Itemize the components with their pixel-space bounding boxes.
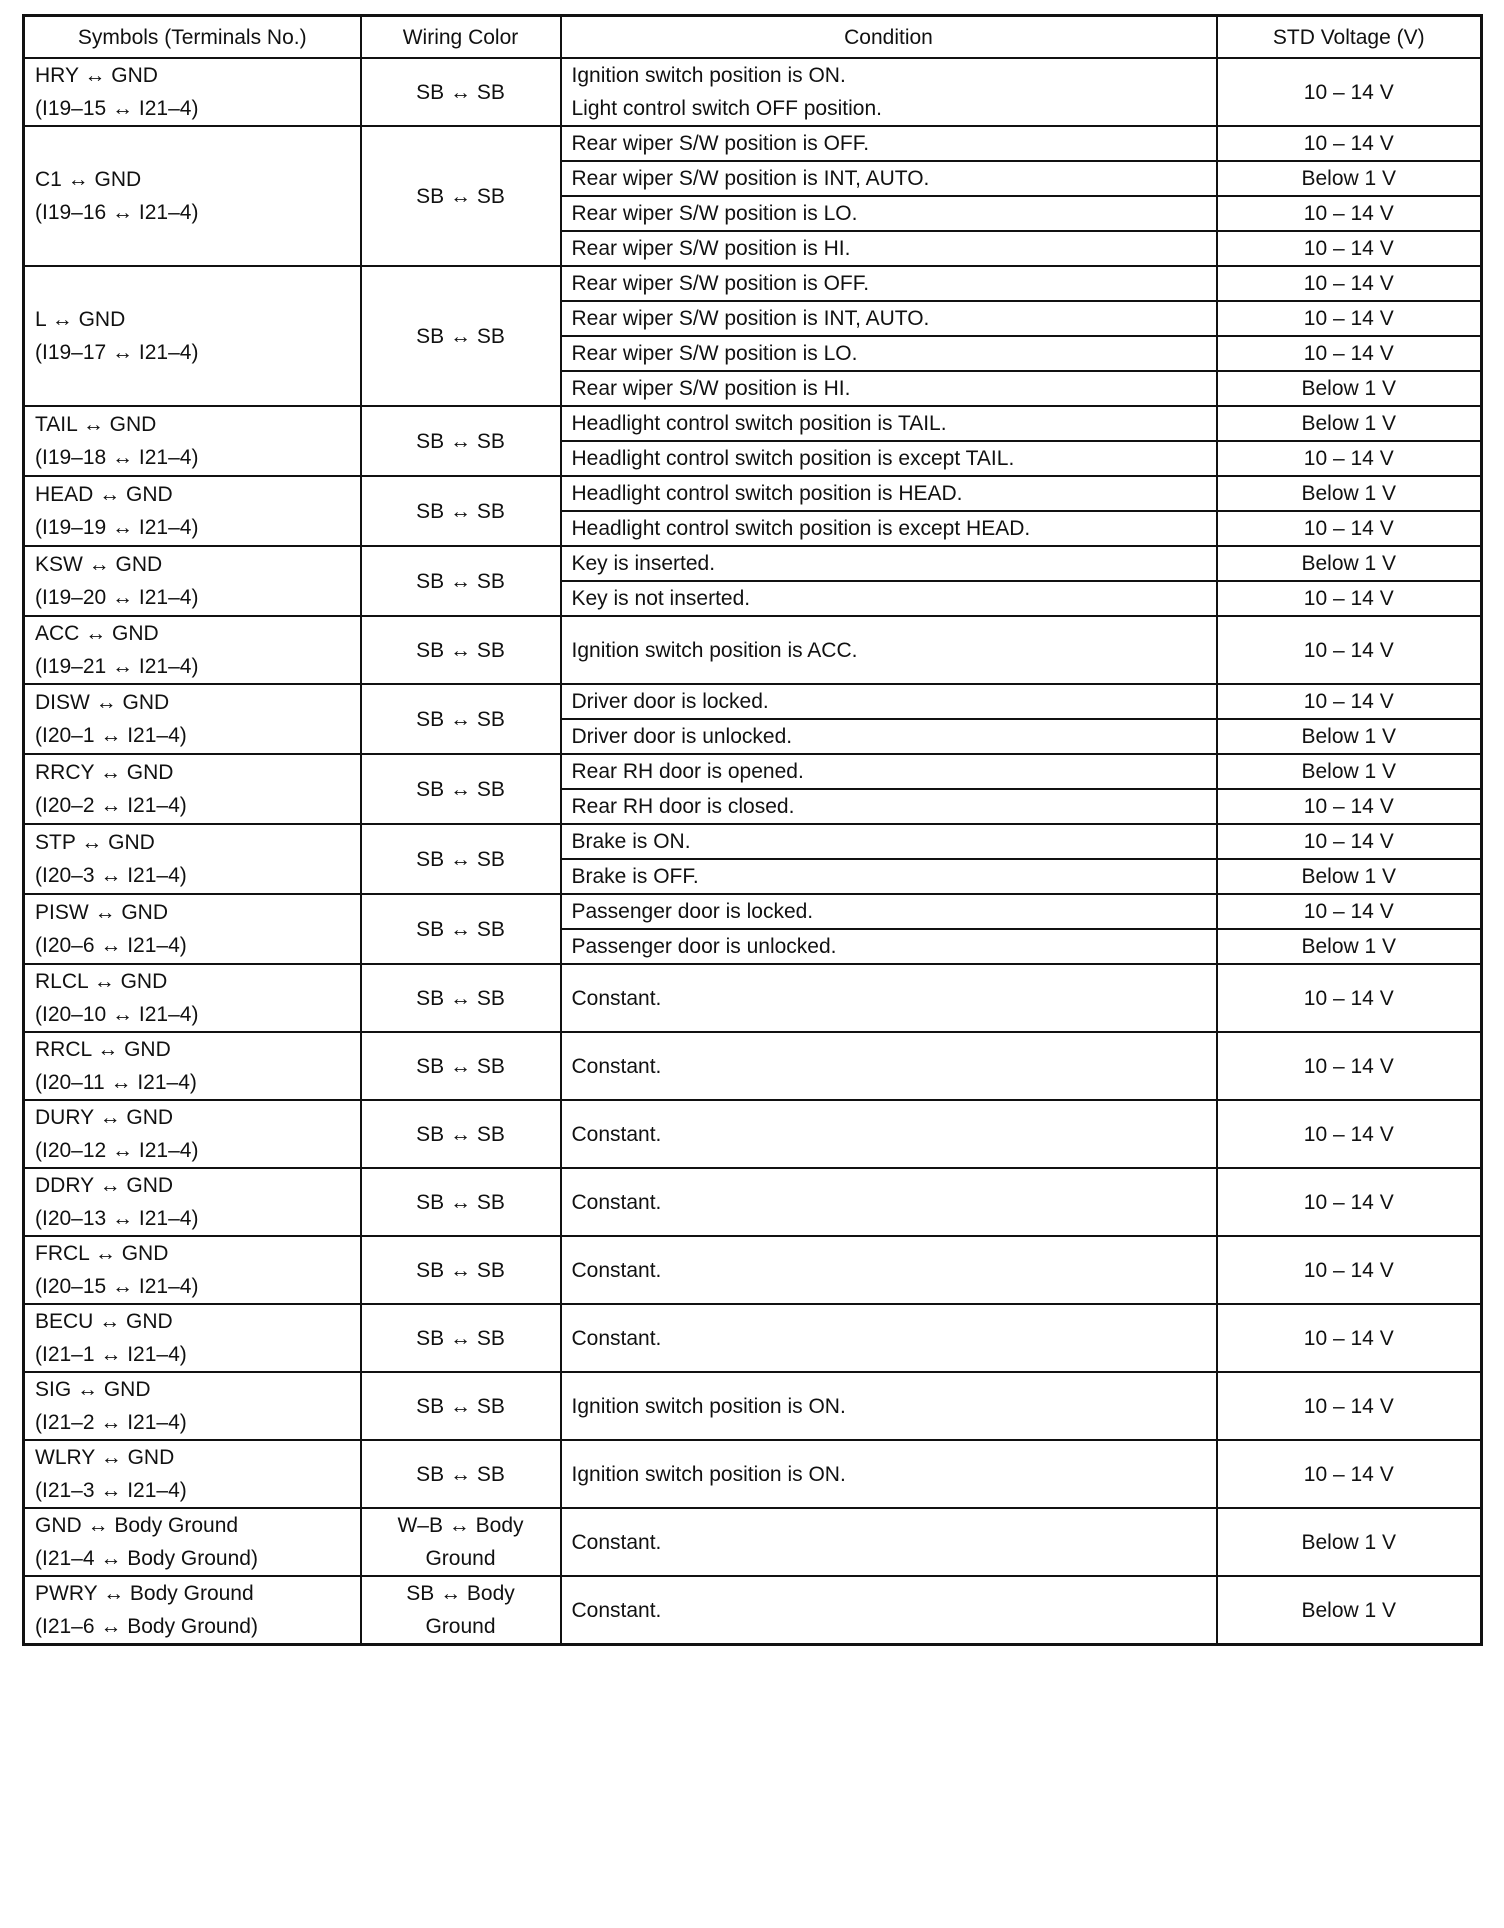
terminal-numbers: (I19–20 ↔ I21–4): [35, 586, 199, 609]
std-voltage-cell: Below 1 V: [1217, 929, 1482, 964]
std-voltage-cell: Below 1 V: [1217, 406, 1482, 441]
table-row: [24, 1100, 1482, 1168]
condition-text: Constant.: [571, 1258, 662, 1282]
condition-cell: [561, 824, 1217, 859]
std-voltage-cell: 10 – 14 V: [1217, 1168, 1482, 1236]
terminal-numbers: (I19–15 ↔ I21–4): [35, 97, 199, 120]
condition-text: Rear RH door is opened.: [571, 760, 804, 783]
condition-text: Constant.: [571, 1598, 662, 1622]
condition-cell: [561, 266, 1217, 301]
symbol-label: SIG ↔ GND: [35, 1378, 151, 1401]
std-voltage-cell: Below 1 V: [1217, 1508, 1482, 1576]
condition-cell: [561, 161, 1217, 196]
table-row: [24, 754, 1482, 789]
symbol-cell: [24, 58, 361, 126]
condition-text: Constant.: [571, 1190, 662, 1214]
condition-cell: [561, 406, 1217, 441]
std-voltage-cell: 10 – 14 V: [1217, 1372, 1482, 1440]
wiring-color-cell: [361, 1508, 561, 1576]
symbol-cell: [24, 1576, 361, 1645]
symbol-cell: [24, 1440, 361, 1508]
header-wiring-color: Wiring Color: [361, 16, 561, 59]
symbol-label: PISW ↔ GND: [35, 901, 169, 924]
symbol-label: HRY ↔ GND: [35, 64, 158, 87]
terminal-numbers: (I19–19 ↔ I21–4): [35, 516, 199, 539]
wiring-color-cell: [361, 824, 561, 894]
wiring-color-cell: [361, 754, 561, 824]
table-header-row: [24, 16, 1482, 59]
condition-cell: [561, 929, 1217, 964]
condition-cell: [561, 1508, 1217, 1576]
table-row: [24, 1236, 1482, 1304]
wiring-color-text: SB ↔ SB: [416, 1258, 505, 1282]
condition-text: Constant.: [571, 1054, 662, 1078]
symbol-label: RRCY ↔ GND: [35, 761, 174, 784]
table-row: [24, 1372, 1482, 1440]
std-voltage-cell: 10 – 14 V: [1217, 684, 1482, 719]
terminal-numbers: (I21–1 ↔ I21–4): [35, 1343, 187, 1366]
wiring-color-text: SB ↔ SB: [416, 777, 505, 801]
wiring-color-text: SB ↔ SB: [416, 1190, 505, 1214]
terminal-numbers: (I20–15 ↔ I21–4): [35, 1275, 199, 1298]
wiring-color-cell: [361, 1236, 561, 1304]
symbol-cell: [24, 1236, 361, 1304]
document-page: [22, 14, 1480, 1646]
symbol-label: GND ↔ Body Ground: [35, 1514, 239, 1537]
condition-cell: [561, 371, 1217, 406]
header-std-voltage: STD Voltage (V): [1217, 16, 1482, 59]
table-row: [24, 58, 1482, 126]
table-row: [24, 1168, 1482, 1236]
table-row: [24, 406, 1482, 441]
std-voltage-cell: Below 1 V: [1217, 754, 1482, 789]
table-row: [24, 266, 1482, 301]
condition-text: Light control switch OFF position.: [571, 97, 882, 120]
wiring-color-text: SB ↔ SB: [416, 184, 505, 208]
condition-cell: [561, 684, 1217, 719]
header-symbols: Symbols (Terminals No.): [24, 16, 361, 59]
condition-text: Constant.: [571, 986, 662, 1010]
wiring-color-cell: [361, 684, 561, 754]
terminal-voltage-table: [22, 14, 1483, 1646]
condition-cell: [561, 301, 1217, 336]
condition-cell: [561, 441, 1217, 476]
condition-cell: [561, 754, 1217, 789]
std-voltage-cell: Below 1 V: [1217, 546, 1482, 581]
wiring-color-text: W–B ↔ Body: [397, 1514, 524, 1537]
wiring-color-text: SB ↔ SB: [416, 324, 505, 348]
symbol-cell: [24, 266, 361, 406]
table-body: [24, 58, 1482, 1645]
condition-text: Constant.: [571, 1530, 662, 1554]
symbol-cell: [24, 126, 361, 266]
wiring-color-text: SB ↔ SB: [416, 847, 505, 871]
condition-cell: [561, 894, 1217, 929]
terminal-numbers: (I20–10 ↔ I21–4): [35, 1003, 199, 1026]
condition-text: Rear RH door is closed.: [571, 795, 795, 818]
symbol-label: DURY ↔ GND: [35, 1106, 174, 1129]
terminal-numbers: (I20–13 ↔ I21–4): [35, 1207, 199, 1230]
wiring-color-cell: [361, 1032, 561, 1100]
table-row: [24, 964, 1482, 1032]
condition-text: Rear wiper S/W position is OFF.: [571, 272, 870, 295]
wiring-color-cell: [361, 476, 561, 546]
symbol-label: DISW ↔ GND: [35, 691, 170, 714]
wiring-color-text: SB ↔ SB: [416, 1462, 505, 1486]
condition-text: Rear wiper S/W position is INT, AUTO.: [571, 307, 930, 330]
terminal-numbers: (I20–2 ↔ I21–4): [35, 794, 187, 817]
terminal-numbers: (I21–3 ↔ I21–4): [35, 1479, 187, 1502]
terminal-numbers: (I19–18 ↔ I21–4): [35, 446, 199, 469]
condition-cell: [561, 196, 1217, 231]
condition-text: Brake is OFF.: [571, 865, 699, 888]
condition-text: Key is not inserted.: [571, 587, 751, 610]
wiring-color-text: Ground: [425, 1615, 496, 1638]
symbol-label: L ↔ GND: [35, 308, 126, 331]
symbol-label: RLCL ↔ GND: [35, 970, 168, 993]
condition-cell: [561, 789, 1217, 824]
std-voltage-cell: 10 – 14 V: [1217, 58, 1482, 126]
wiring-color-text: SB ↔ SB: [416, 499, 505, 523]
condition-text: Headlight control switch position is HEAD.: [571, 482, 963, 505]
symbol-label: BECU ↔ GND: [35, 1310, 173, 1333]
condition-cell: [561, 581, 1217, 616]
wiring-color-cell: [361, 266, 561, 406]
condition-cell: [561, 859, 1217, 894]
condition-text: Passenger door is locked.: [571, 900, 814, 923]
condition-text: Rear wiper S/W position is OFF.: [571, 132, 870, 155]
std-voltage-cell: 10 – 14 V: [1217, 1440, 1482, 1508]
std-voltage-cell: Below 1 V: [1217, 859, 1482, 894]
symbol-label: KSW ↔ GND: [35, 553, 163, 576]
wiring-color-cell: [361, 1576, 561, 1645]
terminal-numbers: (I20–3 ↔ I21–4): [35, 864, 187, 887]
symbol-label: WLRY ↔ GND: [35, 1446, 175, 1469]
header-condition: Condition: [561, 16, 1217, 59]
condition-cell: [561, 1304, 1217, 1372]
condition-text: Passenger door is unlocked.: [571, 935, 837, 958]
table-row: [24, 546, 1482, 581]
std-voltage-cell: Below 1 V: [1217, 719, 1482, 754]
std-voltage-cell: 10 – 14 V: [1217, 301, 1482, 336]
std-voltage-cell: 10 – 14 V: [1217, 1236, 1482, 1304]
wiring-color-text: SB ↔ SB: [416, 1122, 505, 1146]
condition-cell: [561, 231, 1217, 266]
terminal-numbers: (I20–11 ↔ I21–4): [35, 1071, 197, 1094]
std-voltage-cell: Below 1 V: [1217, 371, 1482, 406]
std-voltage-cell: 10 – 14 V: [1217, 824, 1482, 859]
condition-cell: [561, 546, 1217, 581]
condition-cell: [561, 1372, 1217, 1440]
wiring-color-text: SB ↔ SB: [416, 707, 505, 731]
table-row: [24, 616, 1482, 684]
condition-text: Constant.: [571, 1122, 662, 1146]
condition-cell: [561, 1576, 1217, 1645]
std-voltage-cell: 10 – 14 V: [1217, 1304, 1482, 1372]
std-voltage-cell: 10 – 14 V: [1217, 789, 1482, 824]
terminal-numbers: (I20–12 ↔ I21–4): [35, 1139, 199, 1162]
condition-cell: [561, 1440, 1217, 1508]
terminal-numbers: (I20–1 ↔ I21–4): [35, 724, 187, 747]
condition-cell: [561, 1032, 1217, 1100]
std-voltage-cell: 10 – 14 V: [1217, 126, 1482, 161]
table-row: [24, 684, 1482, 719]
wiring-color-cell: [361, 964, 561, 1032]
std-voltage-cell: 10 – 14 V: [1217, 581, 1482, 616]
std-voltage-cell: 10 – 14 V: [1217, 1100, 1482, 1168]
std-voltage-cell: Below 1 V: [1217, 476, 1482, 511]
condition-text: Rear wiper S/W position is INT, AUTO.: [571, 167, 930, 190]
terminal-numbers: (I20–6 ↔ I21–4): [35, 934, 187, 957]
wiring-color-text: SB ↔ SB: [416, 80, 505, 104]
wiring-color-text: SB ↔ SB: [416, 1394, 505, 1418]
condition-text: Driver door is locked.: [571, 690, 769, 713]
symbol-cell: [24, 1372, 361, 1440]
wiring-color-text: SB ↔ SB: [416, 429, 505, 453]
condition-cell: [561, 1168, 1217, 1236]
table-row: [24, 476, 1482, 511]
condition-text: Constant.: [571, 1326, 662, 1350]
symbol-cell: [24, 1508, 361, 1576]
std-voltage-cell: Below 1 V: [1217, 161, 1482, 196]
condition-text: Headlight control switch position is except TAIL.: [571, 447, 1015, 470]
condition-text: Brake is ON.: [571, 830, 691, 853]
symbol-cell: [24, 1304, 361, 1372]
condition-cell: [561, 719, 1217, 754]
condition-text: Headlight control switch position is except HEAD.: [571, 517, 1031, 540]
std-voltage-cell: 10 – 14 V: [1217, 894, 1482, 929]
terminal-numbers: (I21–6 ↔ Body Ground): [35, 1615, 258, 1638]
condition-text: Rear wiper S/W position is LO.: [571, 342, 858, 365]
std-voltage-cell: 10 – 14 V: [1217, 511, 1482, 546]
wiring-color-cell: [361, 1100, 561, 1168]
symbol-cell: [24, 964, 361, 1032]
symbol-label: RRCL ↔ GND: [35, 1038, 171, 1061]
std-voltage-cell: 10 – 14 V: [1217, 616, 1482, 684]
terminal-numbers: (I21–2 ↔ I21–4): [35, 1411, 187, 1434]
condition-text: Ignition switch position is ON.: [571, 1462, 846, 1486]
symbol-cell: [24, 824, 361, 894]
wiring-color-text: SB ↔ SB: [416, 638, 505, 662]
table-row: [24, 894, 1482, 929]
condition-text: Ignition switch position is ACC.: [571, 638, 858, 662]
table-row: [24, 1576, 1482, 1645]
wiring-color-cell: [361, 894, 561, 964]
symbol-cell: [24, 616, 361, 684]
symbol-cell: [24, 1168, 361, 1236]
wiring-color-cell: [361, 126, 561, 266]
condition-text: Ignition switch position is ON.: [571, 1394, 846, 1418]
symbol-label: PWRY ↔ Body Ground: [35, 1582, 254, 1605]
wiring-color-text: Ground: [425, 1547, 496, 1570]
symbol-cell: [24, 546, 361, 616]
terminal-numbers: (I19–21 ↔ I21–4): [35, 655, 199, 678]
wiring-color-text: SB ↔ SB: [416, 1326, 505, 1350]
table-row: [24, 1508, 1482, 1576]
symbol-cell: [24, 1100, 361, 1168]
std-voltage-cell: 10 – 14 V: [1217, 1032, 1482, 1100]
symbol-cell: [24, 476, 361, 546]
table-row: [24, 824, 1482, 859]
std-voltage-cell: 10 – 14 V: [1217, 266, 1482, 301]
wiring-color-cell: [361, 1168, 561, 1236]
terminal-numbers: (I21–4 ↔ Body Ground): [35, 1547, 258, 1570]
std-voltage-cell: 10 – 14 V: [1217, 441, 1482, 476]
condition-cell: [561, 511, 1217, 546]
terminal-numbers: (I19–16 ↔ I21–4): [35, 201, 199, 224]
symbol-cell: [24, 894, 361, 964]
wiring-color-cell: [361, 1372, 561, 1440]
condition-cell: [561, 964, 1217, 1032]
std-voltage-cell: Below 1 V: [1217, 1576, 1482, 1645]
wiring-color-cell: [361, 1440, 561, 1508]
wiring-color-text: SB ↔ Body: [406, 1582, 515, 1605]
symbol-label: TAIL ↔ GND: [35, 413, 157, 436]
condition-text: Key is inserted.: [571, 552, 716, 575]
condition-text: Driver door is unlocked.: [571, 725, 793, 748]
condition-text: Rear wiper S/W position is LO.: [571, 202, 858, 225]
std-voltage-cell: 10 – 14 V: [1217, 964, 1482, 1032]
table-row: [24, 1440, 1482, 1508]
wiring-color-text: SB ↔ SB: [416, 917, 505, 941]
condition-cell: [561, 58, 1217, 126]
symbol-label: STP ↔ GND: [35, 831, 155, 854]
condition-cell: [561, 336, 1217, 371]
wiring-color-text: SB ↔ SB: [416, 569, 505, 593]
terminal-numbers: (I19–17 ↔ I21–4): [35, 341, 199, 364]
wiring-color-cell: [361, 616, 561, 684]
condition-text: Rear wiper S/W position is HI.: [571, 237, 851, 260]
condition-text: Rear wiper S/W position is HI.: [571, 377, 851, 400]
condition-text: Ignition switch position is ON.: [571, 64, 846, 87]
condition-cell: [561, 126, 1217, 161]
condition-cell: [561, 1236, 1217, 1304]
symbol-cell: [24, 754, 361, 824]
wiring-color-cell: [361, 546, 561, 616]
symbol-label: C1 ↔ GND: [35, 168, 142, 191]
wiring-color-text: SB ↔ SB: [416, 986, 505, 1010]
condition-cell: [561, 476, 1217, 511]
std-voltage-cell: 10 – 14 V: [1217, 196, 1482, 231]
symbol-cell: [24, 1032, 361, 1100]
symbol-label: ACC ↔ GND: [35, 622, 159, 645]
std-voltage-cell: 10 – 14 V: [1217, 231, 1482, 266]
wiring-color-cell: [361, 406, 561, 476]
condition-cell: [561, 1100, 1217, 1168]
symbol-label: FRCL ↔ GND: [35, 1242, 169, 1265]
std-voltage-cell: 10 – 14 V: [1217, 336, 1482, 371]
table-row: [24, 1304, 1482, 1372]
symbol-cell: [24, 684, 361, 754]
wiring-color-text: SB ↔ SB: [416, 1054, 505, 1078]
symbol-label: HEAD ↔ GND: [35, 483, 173, 506]
wiring-color-cell: [361, 1304, 561, 1372]
symbol-label: DDRY ↔ GND: [35, 1174, 174, 1197]
table-row: [24, 1032, 1482, 1100]
wiring-color-cell: [361, 58, 561, 126]
condition-cell: [561, 616, 1217, 684]
table-row: [24, 126, 1482, 161]
condition-text: Headlight control switch position is TAIL.: [571, 412, 947, 435]
symbol-cell: [24, 406, 361, 476]
